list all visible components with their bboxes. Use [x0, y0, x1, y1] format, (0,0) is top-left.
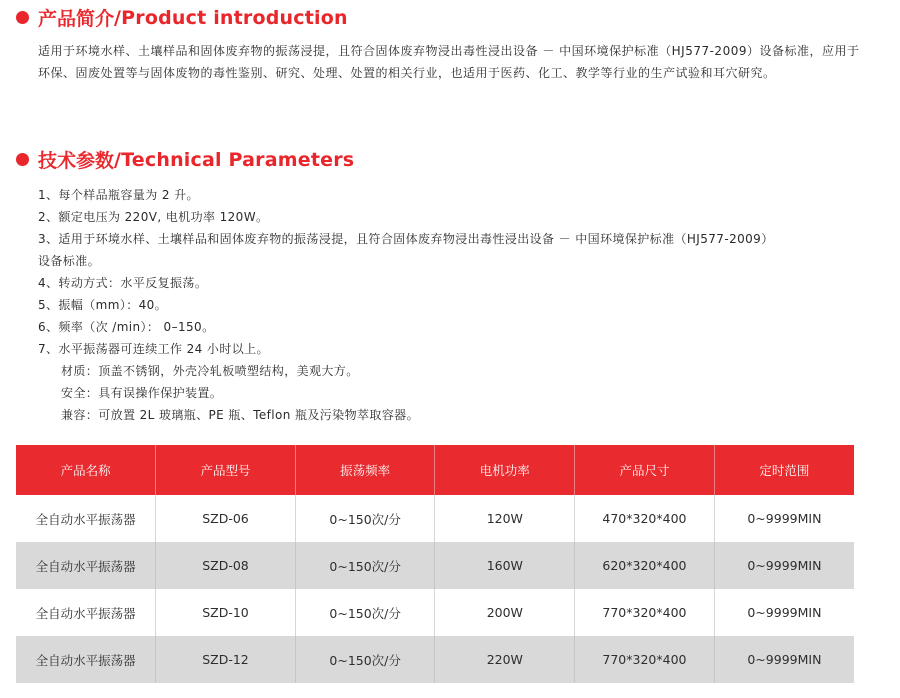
cell-model: SZD-06	[156, 495, 296, 542]
cell-frequency: 0~150次/分	[295, 542, 435, 589]
cell-model: SZD-10	[156, 589, 296, 636]
header-timer-range: 定时范围	[714, 445, 854, 495]
table-row	[16, 495, 854, 542]
table-header-row	[16, 445, 854, 495]
param-line: 4、转动方式：水平反复振荡。	[38, 276, 208, 290]
cell-timer-range: 0~9999MIN	[747, 605, 822, 620]
cell-timer-range: 0~9999MIN	[747, 511, 822, 526]
param-line: 6、频率（次 /min）： 0–150。	[38, 320, 215, 334]
cell-product-name: 全自动水平振荡器	[16, 589, 156, 636]
param-sub-line: 安全：具有误操作保护装置。	[61, 386, 223, 400]
params-title-cn: 技术参数	[38, 150, 115, 172]
cell-timer-range: 0~9999MIN	[714, 542, 854, 589]
param-sub-line: 材质：顶盖不锈钢，外壳冷轧板喷塑结构，美观大方。	[61, 364, 359, 378]
header-product-name: 产品名称	[16, 445, 156, 495]
header-motor-power: 电机功率	[435, 445, 575, 495]
table-row	[16, 636, 854, 683]
cell-motor-power: 120W	[435, 495, 575, 542]
params-heading	[16, 146, 354, 173]
cell-timer-range: 0~9999MIN	[714, 636, 854, 683]
cell-product-name: 全自动水平振荡器	[16, 495, 156, 542]
param-line: 3、适用于环境水样、土壤样品和固体废弃物的振荡浸提，且符合固体废弃物浸出毒性浸出设备 － 中国环境保护标准（HJ577-2009）	[38, 232, 774, 246]
intro-text: 适用于环境水样、土壤样品和固体废弃物的振荡浸提，且符合固体废弃物浸出毒性浸出设备 － 中国环境保护标准（HJ577-2009）设备标准，应用于环保、固废处置等与固体废物的毒性鉴别、研究、处理、处置的相关行业，也适用于医药、化工、教学等行业的生产试验和耳穴研究。	[38, 44, 860, 80]
table-row	[16, 542, 854, 589]
params-title-en: /Technical Parameters	[114, 148, 355, 171]
cell-motor-power: 160W	[435, 542, 575, 589]
cell-size: 620*320*400	[575, 542, 715, 589]
param-line: 设备标准。	[38, 254, 101, 268]
header-size: 产品尺寸	[575, 445, 715, 495]
cell-model: SZD-12	[156, 636, 296, 683]
intro-heading	[16, 4, 348, 31]
cell-motor-power: 220W	[435, 636, 575, 683]
param-line: 7、水平振荡器可连续工作 24 小时以上。	[38, 342, 269, 356]
cell-motor-power: 200W	[435, 589, 575, 636]
cell-size: 770*320*400	[575, 636, 715, 683]
params-list	[38, 184, 878, 426]
cell-model: SZD-08	[156, 542, 296, 589]
cell-frequency: 0~150次/分	[295, 589, 435, 636]
bullet-dot-icon	[16, 153, 29, 166]
intro-title-cn: 产品简介	[38, 8, 115, 30]
header-model: 产品型号	[156, 445, 296, 495]
table-row	[16, 589, 854, 636]
param-line: 1、每个样品瓶容量为 2 升。	[38, 188, 199, 202]
intro-title-en: /Product introduction	[114, 6, 348, 29]
bullet-dot-icon	[16, 11, 29, 24]
header-frequency: 振荡频率	[295, 445, 435, 495]
cell-size: 770*320*400	[575, 589, 715, 636]
cell-product-name: 全自动水平振荡器	[16, 636, 156, 683]
param-sub-line: 兼容：可放置 2L 玻璃瓶、PE 瓶、Teflon 瓶及污染物萃取容器。	[61, 408, 419, 422]
cell-size: 470*320*400	[575, 495, 715, 542]
param-line: 2、额定电压为 220V, 电机功率 120W。	[38, 210, 269, 224]
cell-frequency: 0~150次/分	[295, 495, 435, 542]
param-line: 5、振幅（mm）：40。	[38, 298, 168, 312]
cell-frequency: 0~150次/分	[295, 636, 435, 683]
spec-table	[16, 445, 854, 683]
cell-product-name: 全自动水平振荡器	[16, 542, 156, 589]
